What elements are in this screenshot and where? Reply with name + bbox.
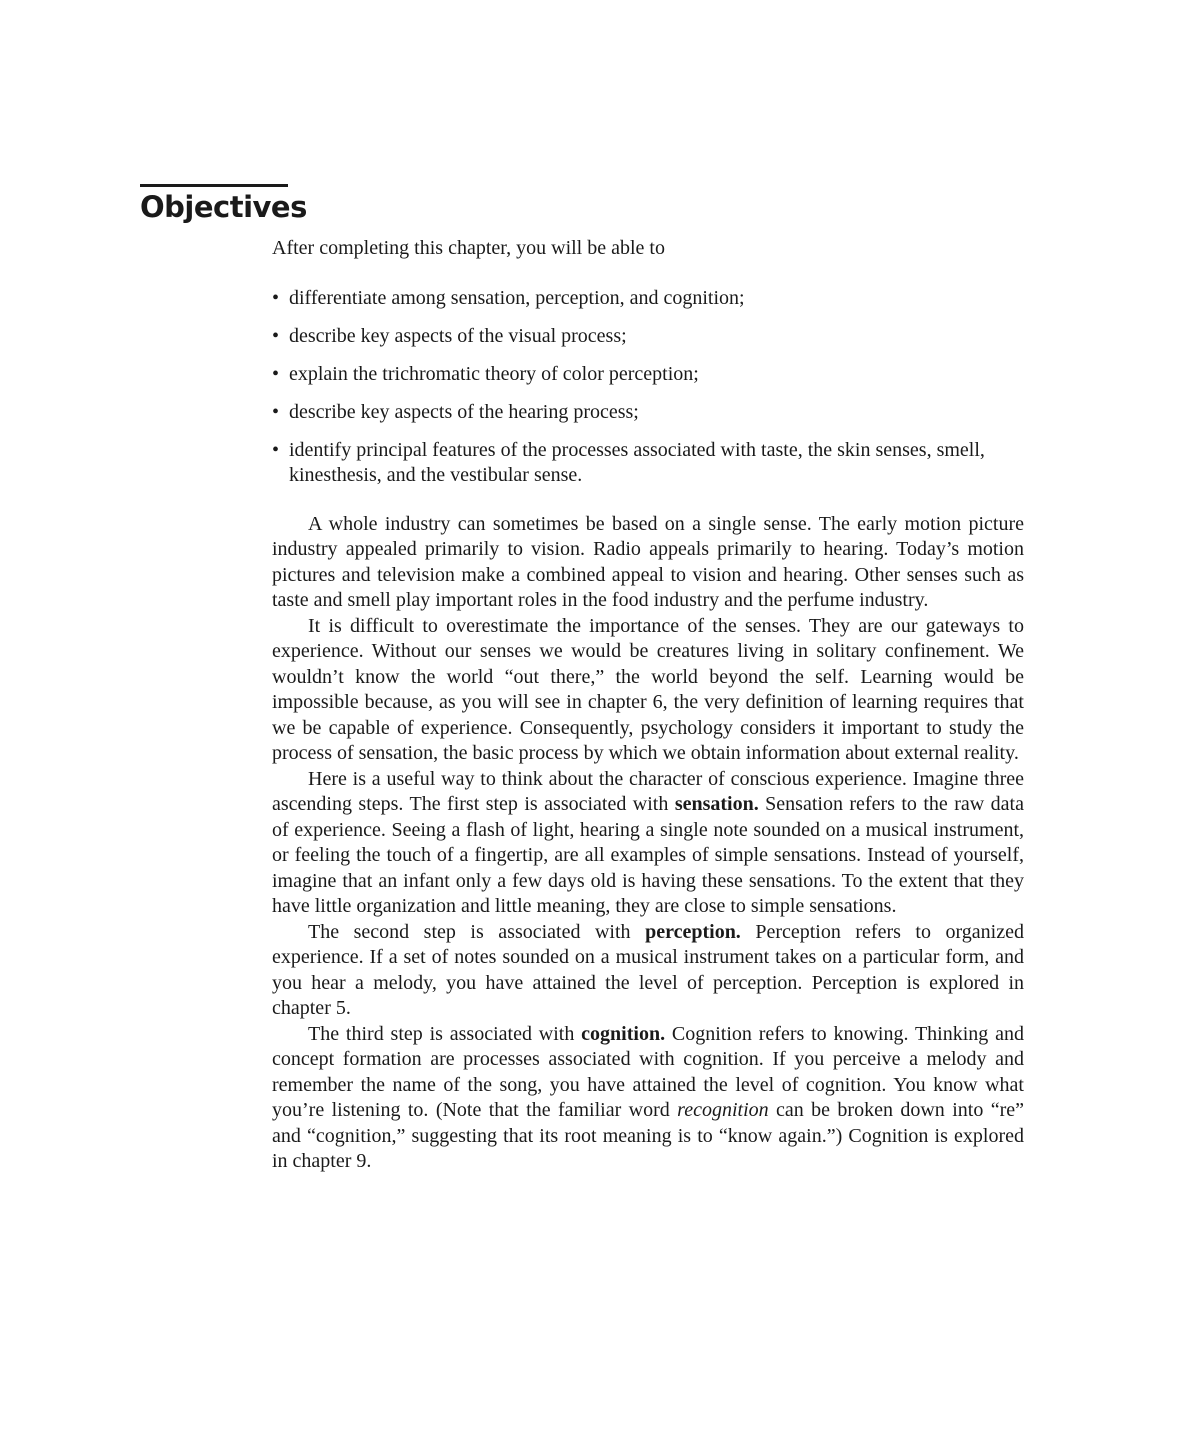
paragraph-senses-industry: A whole industry can sometimes be based on a single sense. The early motion picture industry appealed primarily to vision. Radio appeals primarily to hearing. Today’s motion pictures and television make a combined appeal to vision and hearing. Other senses such as taste and smell play important roles in the food industry and the perfume industry. (272, 512, 1024, 611)
term-sensation: sensation. (674, 793, 759, 815)
objective-item (272, 286, 1024, 312)
objectives-intro: After completing this chapter, you will be able to (272, 237, 665, 259)
objective-text: differentiate among sensation, perception, and cognition; (289, 286, 745, 309)
bullet-icon: • (272, 324, 280, 347)
paragraph-sensation (272, 767, 1024, 920)
objective-text: describe key aspects of the visual process; (289, 324, 627, 347)
objective-text: identify principal features of the processes associated with taste, the skin senses, smell, kinesthesis, and the vestibular sense. (289, 438, 985, 486)
heading-rule (140, 184, 288, 187)
term-recognition: recognition (677, 1099, 769, 1121)
paragraph-text: The third step is associated with (308, 1022, 582, 1045)
paragraph-text: Cognition refers to knowing. Thinking and concept formation are processes associated with cognition. If you perceive a melody and remember the name of the song, you have attained the level of cognition. You know what you’re listening to. (Note that the familiar word (272, 1022, 1024, 1121)
bullet-icon: • (272, 286, 280, 309)
section-title: Objectives (140, 190, 307, 224)
bullet-icon: • (272, 362, 280, 385)
paragraph-cognition (272, 1022, 1024, 1175)
objective-text: describe key aspects of the hearing process; (289, 400, 639, 423)
objective-item (272, 438, 1024, 489)
bullet-icon: • (272, 438, 280, 461)
chapter-content (272, 236, 1024, 1175)
paragraph-perception (272, 920, 1024, 1022)
objective-text: explain the trichromatic theory of color perception; (289, 362, 699, 385)
body-text (272, 512, 1024, 1175)
objective-item (272, 400, 1024, 426)
bullet-icon: • (272, 400, 280, 423)
paragraph-text: The second step is associated with (308, 920, 646, 943)
term-perception: perception. (645, 920, 741, 943)
paragraph-text: Sensation refers to the raw data of experience. Seeing a flash of light, hearing a single note sounded on a musical instrument, or feeling the touch of a fingertip, are all examples of simple sensations. Instead of yourself, imagine that an infant only a few days old is having these sensations. To the extent that they have little organization and little meaning, they are close to simple sensations. (272, 793, 1024, 917)
objective-item (272, 362, 1024, 388)
paragraph-text: Perception refers to organized experience. If a set of notes sounded on a musical instrument takes on a particular form, and you hear a melody, you have attained the level of perception. Perception is explored in chapter 5. (272, 920, 1024, 1019)
objective-item (272, 324, 1024, 350)
paragraph-text: Here is a useful way to think about the character of conscious experience. Imagine three ascending steps. The first step is associated with (272, 767, 1024, 815)
paragraph-text: can be broken down into “re” and “cognition,” suggesting that its root meaning is to “know again.”) Cognition is explored in chapter 9. (272, 1099, 1024, 1172)
term-cognition: cognition. (581, 1022, 666, 1045)
objectives-list (272, 286, 1024, 489)
paragraph-importance-of-senses: It is difficult to overestimate the importance of the senses. They are our gateways to experience. Without our senses we would be creatures living in solitary confinement. We wouldn’t know the world “out there,” the world beyond the self. Learning would be impossible because, as you will see in chapter 6, the very definition of learning requires that we be capable of experience. Consequently, psychology considers it important to study the process of sensation, the basic process by which we obtain information about external reality. (272, 614, 1024, 764)
